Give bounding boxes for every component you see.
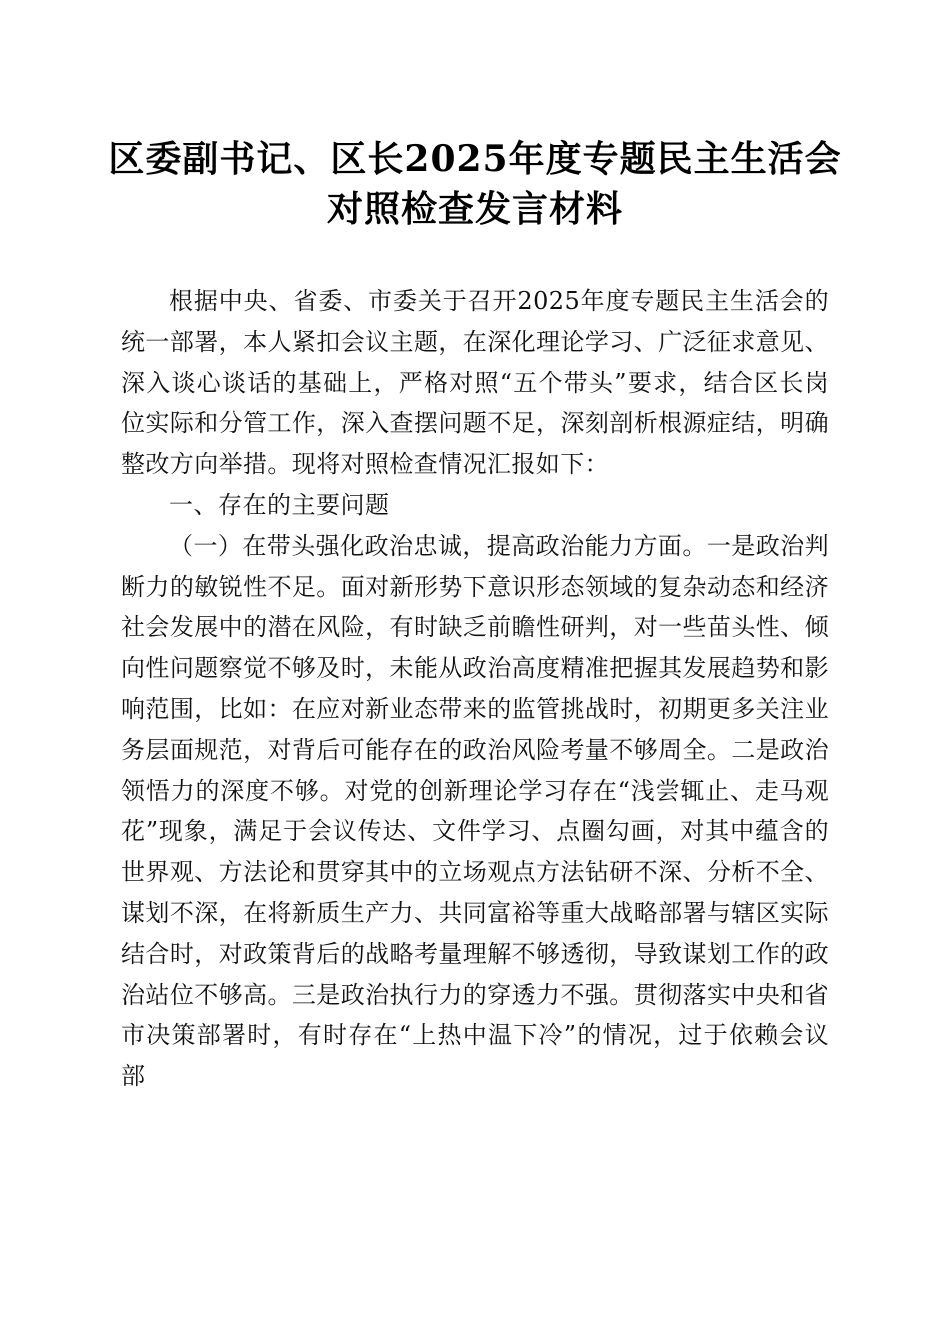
subsection-heading-1: （一）在带头强化政治忠诚，提高政治能力方面。: [169, 531, 707, 560]
document-body: [121, 281, 829, 1097]
subsection-body-1: 一是政治判断力的敏锐性不足。面对新形势下意识形态领域的复杂动态和经济社会发展中的潜在风险，有时缺乏前瞻性研判，对一些苗头性、倾向性问题察觉不够及时，未能从政治高度精准把握其发展趋势和影响范围，比如：在应对新业态带来的监管挑战时，初期更多关注业务层面规范，对背后可能存在的政治风险考量不够周全。二是政治领悟力的深度不够。对党的创新理论学习存在“浅尝辄止、走马观花”现象，满足于会议传达、文件学习、点圈勾画，对其中蕴含的世界观、方法论和贯穿其中的立场观点方法钻研不深、分析不全、谋划不深，在将新质生产力、共同富裕等重大战略部署与辖区实际结合时，对政策背后的战略考量理解不够透彻，导致谋划工作的政治站位不够高。三是政治执行力的穿透力不强。贯彻落实中央和省市决策部署时，有时存在“上热中温下冷”的情况，过于依赖会议部: [121, 531, 829, 1091]
title-line-2: 对照检查发言材料: [326, 188, 623, 230]
intro-paragraph: 根据中央、省委、市委关于召开2025年度专题民主生活会的统一部署，本人紧扣会议主题，在深化理论学习、广泛征求意见、深入谈心谈话的基础上，严格对照“五个带头”要求，结合区长岗位实际和分管工作，深入查摆问题不足，深刻剖析根源症结，明确整改方向举措。现将对照检查情况汇报如下：: [121, 287, 829, 479]
subsection-paragraph-1: [121, 526, 829, 1097]
title-line-1: 区委副书记、区长2025年度专题民主生活会: [108, 138, 842, 180]
document-title: [100, 134, 850, 234]
section-heading-1: 一、存在的主要问题: [169, 490, 390, 519]
